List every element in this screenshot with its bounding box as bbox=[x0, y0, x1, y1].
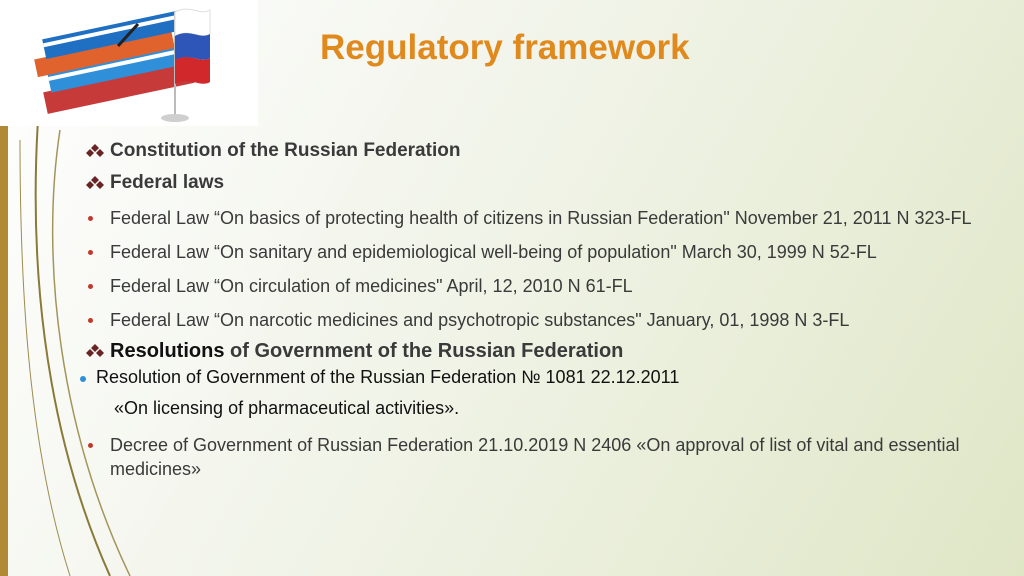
books-flag-image bbox=[0, 0, 258, 126]
list-item bbox=[86, 433, 996, 481]
heading-text: Federal laws bbox=[110, 172, 225, 193]
diamond-bullet-icon bbox=[86, 344, 104, 358]
list-item-text: Federal Law “On sanitary and epidemiological well-being of population" March 30, 1999 N 52-FL bbox=[110, 242, 877, 262]
heading-text-strong: Resolutions bbox=[110, 340, 225, 362]
list-item bbox=[86, 240, 996, 264]
list-item-resolution bbox=[80, 367, 996, 388]
list-item-indent bbox=[86, 398, 996, 419]
diamond-bullet-icon bbox=[86, 176, 104, 190]
heading-federal-laws bbox=[86, 172, 996, 194]
blue-bullet-icon bbox=[80, 376, 86, 382]
list-item-text: «On licensing of pharmaceutical activities». bbox=[114, 398, 460, 418]
list-item-text: Federal Law “On circulation of medicines" April, 12, 2010 N 61-FL bbox=[110, 276, 633, 296]
list-item bbox=[86, 308, 996, 332]
heading-resolutions bbox=[86, 340, 996, 363]
heading-text-rest: of Government of the Russian Federation bbox=[224, 340, 624, 362]
list-item-text: Resolution of Government of the Russian Federation № 1081 22.12.2011 bbox=[96, 367, 680, 387]
slide-title: Regulatory framework bbox=[320, 28, 690, 67]
content-list bbox=[86, 140, 996, 481]
list-item-text: Federal Law “On narcotic medicines and psychotropic substances" January, 01, 1998 N 3-FL bbox=[110, 310, 850, 330]
heading-constitution bbox=[86, 140, 996, 162]
list-item-text: Federal Law “On basics of protecting health of citizens in Russian Federation" November 21, 2011 N 323-FL bbox=[110, 208, 972, 228]
list-item-text: Decree of Government of Russian Federation 21.10.2019 N 2406 «On approval of list of vital and essential medicines» bbox=[110, 435, 960, 479]
list-item bbox=[86, 206, 996, 230]
list-item bbox=[86, 274, 996, 298]
heading-text: Constitution of the Russian Federation bbox=[110, 140, 461, 161]
diamond-bullet-icon bbox=[86, 144, 104, 158]
